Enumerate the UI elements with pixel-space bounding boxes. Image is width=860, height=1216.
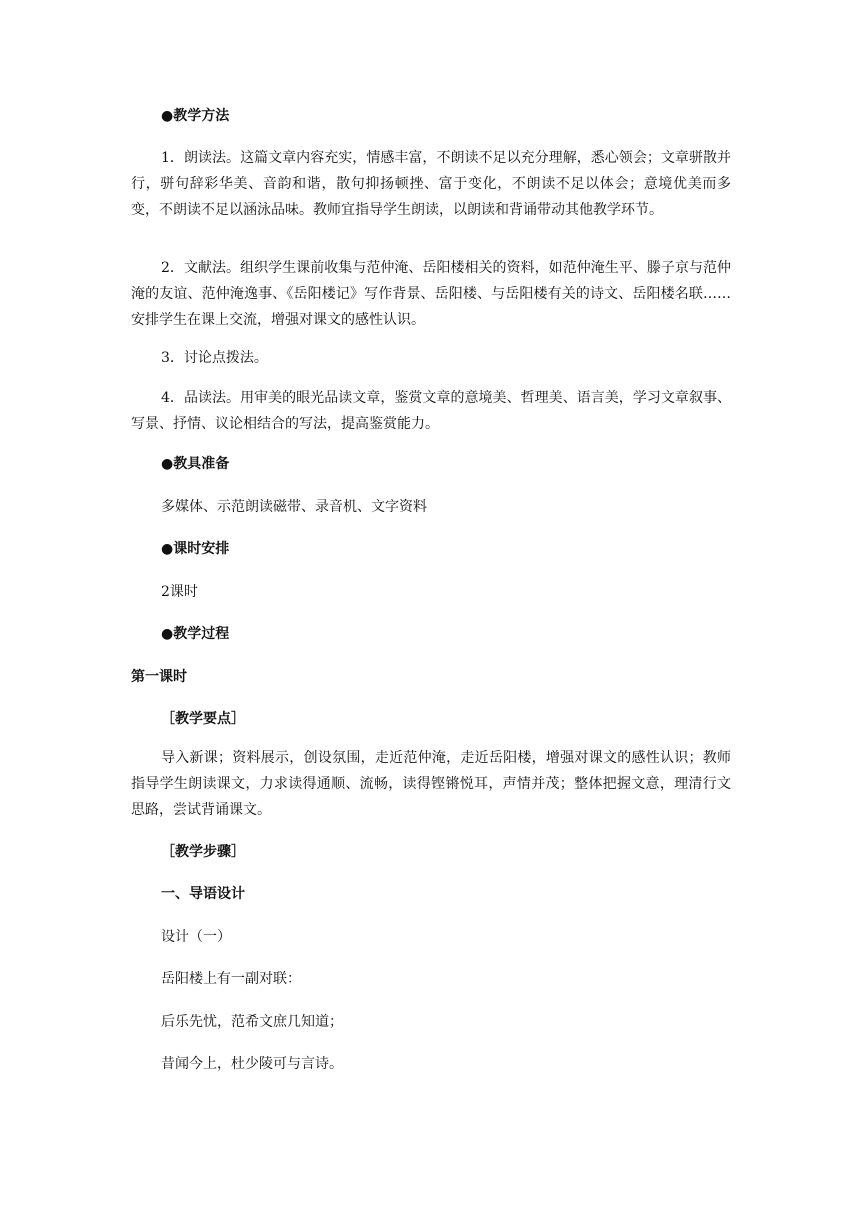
- couplet-line-2: 昔闻今上，杜少陵可与言诗。: [161, 1056, 343, 1072]
- schedule-heading: ●课时安排: [161, 541, 230, 557]
- method-4-paragraph: 4．品读法。用审美的眼光品读文章，鉴赏文章的意境美、哲理美、语言美，学习文章叙事、写景、抒情、议论相结合的写法，提高鉴赏能力。: [131, 390, 731, 432]
- tools-text: 多媒体、示范朗读磁带、录音机、文字资料: [161, 499, 427, 515]
- points-paragraph: 导入新课；资料展示，创设氛围，走近范仲淹，走近岳阳楼，增强对课文的感性认识；教师指导学生朗读课文，力求读得通顺、流畅，读得铿锵悦耳，声情并茂；整体把握文意，理清行文思路，尝试背诵课文。: [131, 750, 731, 818]
- method-3-paragraph: 3．讨论点拨法。: [161, 350, 268, 366]
- couplet-line-1: 后乐先忧，范希文庶几知道；: [161, 1014, 343, 1030]
- tools-heading: ●教具准备: [161, 456, 230, 472]
- method-2-paragraph: 2．文献法。组织学生课前收集与范仲淹、岳阳楼相关的资料，如范仲淹生平、滕子京与范仲淹的友谊、范仲淹逸事、《岳阳楼记》写作背景、岳阳楼、与岳阳楼有关的诗文、岳阳楼名联……安排学生在课上交流，增强对课文的感性认识。: [131, 260, 731, 328]
- process-heading: ●教学过程: [161, 626, 230, 642]
- points-heading: ［教学要点］: [161, 711, 245, 727]
- methods-heading: ●教学方法: [161, 108, 230, 124]
- lesson1-heading: 第一课时: [131, 669, 187, 685]
- method-1-paragraph: 1．朗读法。这篇文章内容充实，情感丰富，不朗读不足以充分理解，悉心领会；文章骈散并行，骈句辞彩华美、音韵和谐，散句抑扬顿挫、富于变化，不朗读不足以体会；意境优美而多变，不朗读不足以涵泳品味。教师宜指导学生朗读，以朗读和背诵带动其他教学环节。: [131, 150, 731, 218]
- intro-heading: 一、导语设计: [161, 886, 245, 902]
- schedule-text: 2课时: [161, 584, 198, 600]
- couplet-intro: 岳阳楼上有一副对联：: [161, 971, 301, 987]
- steps-heading: ［教学步骤］: [161, 844, 245, 860]
- design-1-label: 设计（一）: [161, 929, 231, 945]
